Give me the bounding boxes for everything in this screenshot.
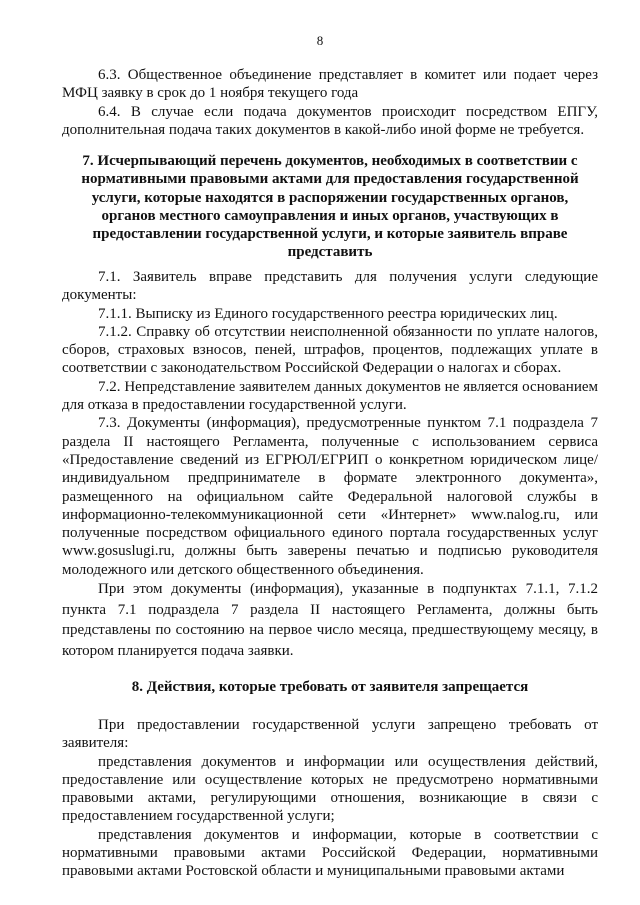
- paragraph-6-4: 6.4. В случае если подача документов происходит посредством ЕПГУ, дополнительная подача таких документов в какой-либо иной форме не требуется.: [62, 103, 598, 138]
- section-8-body: [62, 716, 598, 881]
- paragraph-7-1-1: 7.1.1. Выписку из Единого государственного реестра юридических лиц.: [98, 305, 558, 322]
- paragraph-8-item-2: представления документов и информации, которые в соответствии с нормативными правовыми актами Российской Федерации, нормативными правовыми актами Ростовской области и муниципальными правовыми актами: [62, 826, 598, 880]
- page-number: 8: [316, 33, 324, 48]
- section-7: [62, 152, 598, 262]
- paragraph-7-1: 7.1. Заявитель вправе представить для получения услуги следующие документы:: [62, 269, 598, 304]
- paragraph-6-3: 6.3. Общественное объединение представляет в комитет или подает через МФЦ заявку в срок до 1 ноября текущего года: [62, 67, 598, 102]
- paragraph-8-item-1: представления документов и информации или осуществления действий, предоставление или осуществление которых не предусмотрено нормативными правовыми актами, регулирующими отношения, возникающие в связи с предоставлением государственной услуги;: [62, 753, 598, 825]
- section-7-body: [62, 268, 598, 661]
- paragraph-7-3-note: При этом документы (информация), указанные в подпунктах 7.1.1, 7.1.2 пункта 7.1 подраздела 7 раздела II настоящего Регламента, должны быть представлены по состоянию на первое число месяца, предшествующему месяцу, в котором планируется подача заявки.: [62, 581, 598, 659]
- section-8: [62, 678, 598, 696]
- paragraph-7-1-2: 7.1.2. Справку об отсутствии неисполненной обязанности по уплате налогов, сборов, страховых взносов, пеней, штрафов, процентов, подлежащих уплате в соответствии с законодательством Российской Федерации о налогах и сборах.: [62, 323, 598, 377]
- block-6: [62, 66, 598, 139]
- section-7-heading: 7. Исчерпывающий перечень документов, необходимых в соответствии с нормативными правовыми актами для предоставления государственной услуги, которые находятся в распоряжении государственных органов, органов местного самоуправления и иных органов, участвующих в предоставлении государственной услуги, и которые заявитель вправе представить: [81, 153, 579, 261]
- paragraph-7-2: 7.2. Непредставление заявителем данных документов не является основанием для отказа в предоставлении государственной услуги.: [62, 378, 598, 414]
- paragraph-8-intro: При предоставлении государственной услуги запрещено требовать от заявителя:: [62, 717, 598, 752]
- section-8-heading: 8. Действия, которые требовать от заявителя запрещается: [131, 679, 529, 695]
- paragraph-7-3: 7.3. Документы (информация), предусмотренные пунктом 7.1 подраздела 7 раздела II настоящего Регламента, полученные с использованием сервиса «Предоставление сведений из ЕГРЮЛ/ЕГРИП о конкретном юридическом лице/индивидуальном предпринимателе в формате электронного документа», размещенного на официальном сайте Федеральной налоговой службы в информационно-телекоммуникационной сети «Интернет» www.nalog.ru, или полученные посредством официального единого портала государственных услуг www.gosuslugi.ru, должны быть заверены печатью и подписью руководителя молодежного или детского общественного объединения.: [62, 415, 598, 578]
